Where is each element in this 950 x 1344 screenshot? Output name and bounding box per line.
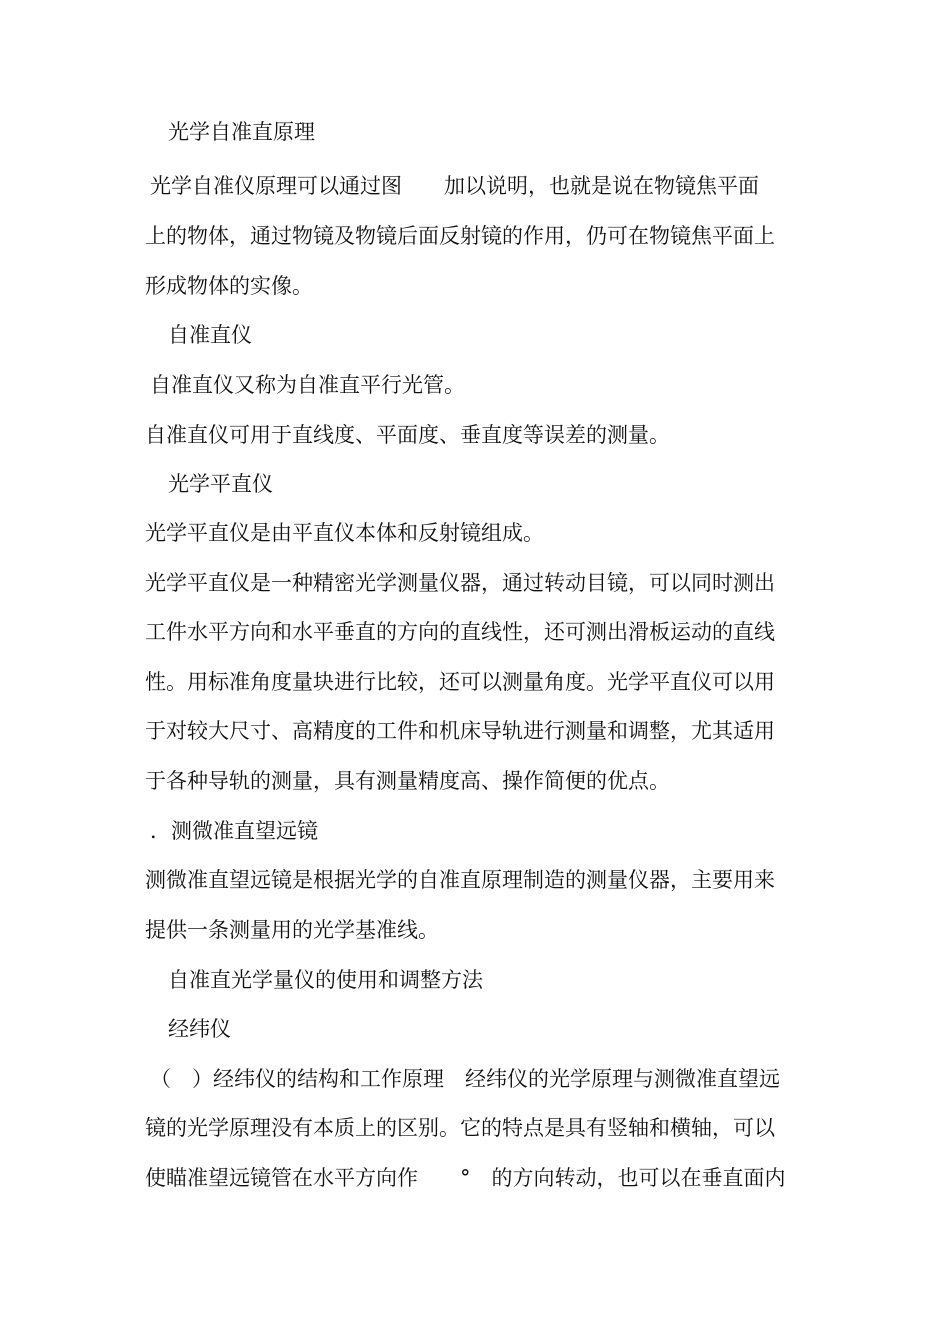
paragraph-line: 测微准直望远镜是根据光学的自准直原理制造的测量仪器，主要用来	[145, 868, 775, 892]
paragraph-line: 光学平直仪是由平直仪本体和反射镜组成。	[145, 521, 544, 545]
paragraph-line: 工件水平方向和水平垂直的方向的直线性，还可测出滑板运动的直线	[145, 620, 775, 644]
heading-autocollimation-principle: 光学自准直原理	[168, 120, 315, 144]
paragraph-line: 自准直仪又称为自准直平行光管。	[150, 373, 465, 397]
paragraph-line: 于对较大尺寸、高精度的工件和机床导轨进行测量和调整，尤其适用	[145, 719, 775, 743]
paragraph-line: 性。用标准角度量块进行比较，还可以测量角度。光学平直仪可以用	[145, 670, 775, 694]
paragraph-line: 使瞄准望远镜管在水平方向作 ° 的方向转动，也可以在垂直面内	[145, 1166, 786, 1190]
heading-micrometer-alignment-telescope: ．测微准直望远镜	[150, 819, 318, 843]
paragraph-line: 于各种导轨的测量，具有测量精度高、操作简便的优点。	[145, 769, 670, 793]
paragraph-line: 提供一条测量用的光学基准线。	[145, 918, 439, 942]
paragraph-line: 光学平直仪是一种精密光学测量仪器，通过转动目镜，可以同时测出	[145, 571, 775, 595]
paragraph-line: （ ）经纬仪的结构和工作原理 经纬仪的光学原理与测微准直望远	[150, 1067, 780, 1091]
heading-usage-and-adjustment: 自准直光学量仪的使用和调整方法	[168, 968, 483, 992]
paragraph-line: 自准直仪可用于直线度、平面度、垂直度等误差的测量。	[145, 423, 670, 447]
heading-autocollimator: 自准直仪	[168, 323, 252, 347]
heading-optical-flatness-tester: 光学平直仪	[168, 472, 273, 496]
paragraph-line: 镜的光学原理没有本质上的区别。它的特点是具有竖轴和横轴，可以	[145, 1116, 775, 1140]
heading-theodolite: 经纬仪	[168, 1017, 231, 1041]
paragraph-line: 形成物体的实像。	[145, 274, 313, 298]
paragraph-line: 上的物体，通过物镜及物镜后面反射镜的作用，仍可在物镜焦平面上	[145, 224, 775, 248]
paragraph-line: 光学自准仪原理可以通过图 加以说明，也就是说在物镜焦平面	[150, 174, 759, 198]
